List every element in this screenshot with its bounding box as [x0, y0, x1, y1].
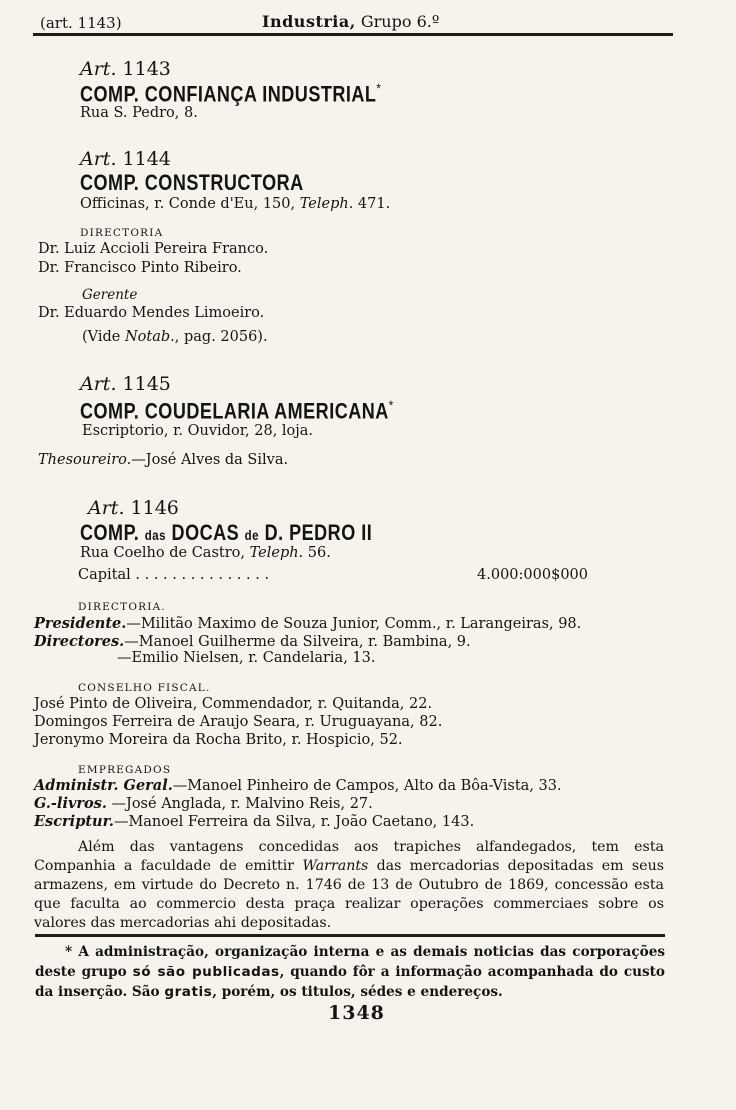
article-1145-heading: Art. 1145 [80, 373, 171, 395]
capital-label: Capital [78, 567, 131, 583]
article-1146-director-2: —Emilio Nielsen, r. Candelaria, 13. [117, 650, 376, 666]
article-1146-address: Rua Coelho de Castro, Teleph. 56. [80, 545, 331, 561]
article-1146-fiscal-1: José Pinto de Oliveira, Commendador, r. Quitanda, 22. [34, 696, 433, 712]
footnote-rule [35, 934, 665, 937]
article-1146-directoria-heading: DIRECTORIA. [78, 601, 166, 613]
page-number: 1348 [328, 1002, 385, 1024]
article-1144-director-1: Dr. Luiz Accioli Pereira Franco. [38, 241, 269, 257]
header-section-title: Industria, [262, 12, 356, 31]
article-1146-administrador: Administr. Geral.—Manoel Pinheiro de Campos, Alto da Bôa-Vista, 33. [34, 777, 562, 794]
capital-value: 4.000:000$000 [477, 567, 588, 583]
article-1146-conselho-heading: CONSELHO FISCAL. [78, 682, 211, 694]
footnote: * A administração, organização interna e as demais noticias das corporações deste grupo só são publicadas, quando fôr a informação acompanhada do custo da inserção. São gratis, porém, os titulos, sédes e endereços. [35, 944, 666, 1000]
article-1145-address: Escriptorio, r. Ouvidor, 28, loja. [82, 423, 314, 439]
article-1144-director-2: Dr. Francisco Pinto Ribeiro. [38, 260, 242, 276]
article-1146-presidente: Presidente.—Militão Maximo de Souza Junior, Comm., r. Larangeiras, 98. [34, 615, 582, 632]
article-1146-escripturario: Escriptur.—Manoel Ferreira da Silva, r. João Caetano, 143. [34, 813, 475, 830]
article-1144-gerente: Dr. Eduardo Mendes Limoeiro. [38, 305, 265, 321]
header-group: Grupo 6.º [360, 12, 440, 31]
article-1146-fiscal-2: Domingos Ferreira de Araujo Seara, r. Uruguayana, 82. [34, 714, 443, 730]
article-1145-thesoureiro: Thesoureiro.—José Alves da Silva. [38, 452, 289, 468]
article-1146-fiscal-3: Jeronymo Moreira da Rocha Brito, r. Hospicio, 52. [34, 732, 403, 748]
article-1145-company: COMP. COUDELARIA AMERICANA* [80, 397, 394, 424]
article-1146-paragraph: Além das vantagens concedidas aos trapiches alfandegados, tem esta Companhia a faculdade de emittir Warrants das mercadorias depositadas em seus armazens, em virtude do Decreto n. 1746 de 13 de Outubro de 1869, concessão esta que faculta ao commercio desta praça realizar operações commerciaes sobre os valores das mercadorias ahi depositadas. [34, 839, 664, 931]
capital-leader-dots: . . . . . . . . . . . . . . . [135, 567, 270, 583]
article-1144-address: Officinas, r. Conde d'Eu, 150, Teleph. 471. [80, 196, 391, 212]
article-1144-directoria-heading: DIRECTORIA [80, 227, 164, 239]
article-1146-director-1: Directores.—Manoel Guilherme da Silveira, r. Bambina, 9. [34, 633, 471, 650]
header-section [262, 12, 439, 31]
article-1144-heading: Art. 1144 [80, 148, 171, 170]
article-1146-guarda-livros: G.-livros. —José Anglada, r. Malvino Reis, 27. [34, 795, 373, 812]
article-1143-address: Rua S. Pedro, 8. [80, 105, 198, 121]
header-rule [33, 33, 673, 36]
article-1146-company: COMP. das DOCAS de D. PEDRO II [80, 520, 373, 545]
article-1144-vide-note: (Vide Notab., pag. 2056). [82, 329, 268, 345]
article-1146-capital-line [78, 567, 588, 583]
article-1144-gerente-label: Gerente [82, 287, 138, 303]
article-1144-company: COMP. CONSTRUCTORA [80, 170, 304, 195]
article-1146-empregados-heading: EMPREGADOS [78, 764, 172, 776]
header-article-ref: (art. 1143) [40, 14, 122, 32]
article-1146-heading: Art. 1146 [88, 497, 179, 519]
article-1143-company: COMP. CONFIANÇA INDUSTRIAL* [80, 80, 382, 107]
article-1143-heading: Art. 1143 [80, 58, 171, 80]
